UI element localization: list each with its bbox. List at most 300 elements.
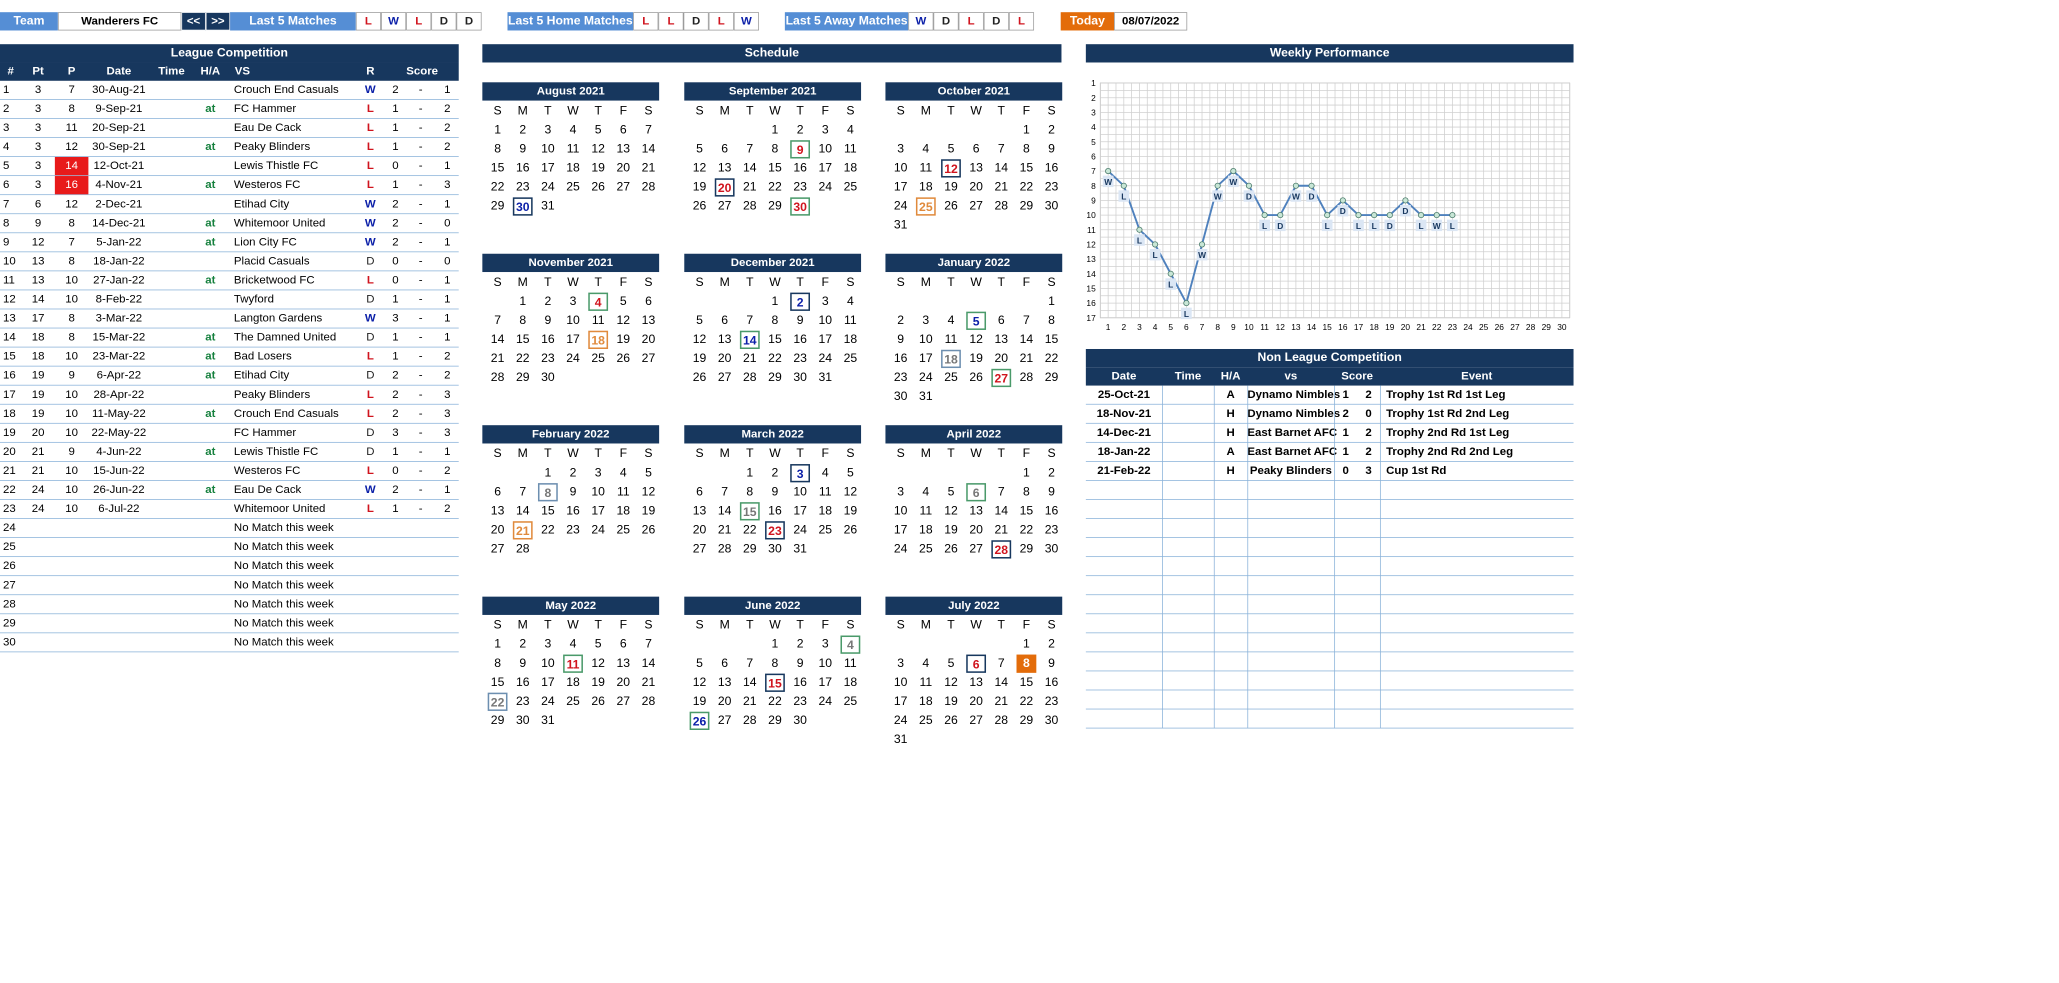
calendar-day[interactable]: 8: [1023, 142, 1030, 156]
calendar-day[interactable]: 30: [768, 542, 782, 556]
match-day[interactable]: 18: [941, 350, 961, 368]
calendar-day[interactable]: 7: [997, 656, 1005, 670]
calendar-day[interactable]: 8: [746, 485, 754, 499]
calendar-day[interactable]: 22: [541, 523, 555, 537]
calendar-day[interactable]: 19: [591, 161, 605, 175]
calendar-day[interactable]: 19: [944, 523, 958, 537]
match-day[interactable]: 9: [790, 140, 810, 158]
calendar-day[interactable]: 22: [768, 352, 782, 365]
match-day[interactable]: 6: [966, 483, 986, 501]
match-day[interactable]: 30: [513, 197, 533, 215]
calendar-day[interactable]: 1: [746, 466, 754, 480]
match-day[interactable]: 3: [790, 464, 810, 482]
calendar-day[interactable]: 15: [490, 161, 505, 175]
calendar-day[interactable]: 11: [616, 485, 630, 499]
calendar-day[interactable]: 30: [515, 713, 530, 727]
match-day[interactable]: 25: [916, 197, 936, 215]
table-row[interactable]: [1086, 424, 1574, 443]
table-row[interactable]: [1086, 481, 1574, 500]
calendar-day[interactable]: 20: [969, 523, 983, 537]
calendar-day[interactable]: 27: [616, 694, 631, 708]
calendar-day[interactable]: 4: [569, 123, 577, 137]
calendar-day[interactable]: 3: [594, 466, 602, 480]
calendar-day[interactable]: 13: [490, 504, 505, 518]
calendar-day[interactable]: 6: [721, 142, 729, 156]
calendar-day[interactable]: 23: [1044, 523, 1059, 537]
calendar-day[interactable]: 17: [818, 675, 833, 689]
calendar-day[interactable]: 14: [743, 161, 757, 175]
table-row[interactable]: [0, 176, 459, 195]
calendar-day[interactable]: 18: [843, 675, 858, 689]
calendar-day[interactable]: 1: [494, 123, 501, 137]
calendar-day[interactable]: 23: [793, 180, 807, 194]
calendar-day[interactable]: 22: [768, 694, 782, 708]
calendar-day[interactable]: 5: [645, 466, 652, 480]
calendar-day[interactable]: 23: [793, 694, 807, 708]
calendar-day[interactable]: 23: [793, 352, 807, 365]
calendar-day[interactable]: 29: [768, 371, 782, 385]
table-row[interactable]: [0, 157, 459, 176]
calendar-day[interactable]: 4: [846, 123, 854, 137]
calendar-day[interactable]: 14: [490, 332, 505, 346]
calendar-day[interactable]: 8: [494, 142, 501, 156]
calendar-day[interactable]: 25: [843, 352, 858, 365]
calendar-day[interactable]: 4: [922, 485, 930, 499]
calendar-day[interactable]: 9: [569, 485, 577, 499]
match-day[interactable]: 4: [588, 293, 608, 311]
calendar-day[interactable]: 24: [818, 180, 833, 194]
calendar-day[interactable]: 18: [843, 332, 858, 346]
calendar-day[interactable]: 19: [692, 694, 707, 708]
calendar-day[interactable]: 31: [919, 390, 933, 404]
calendar-day[interactable]: 14: [515, 504, 530, 518]
match-day[interactable]: 22: [488, 693, 508, 711]
calendar-day[interactable]: 30: [793, 371, 807, 385]
calendar-day[interactable]: 5: [696, 656, 703, 670]
calendar-day[interactable]: 27: [717, 199, 732, 213]
calendar-day[interactable]: 27: [616, 180, 631, 194]
calendar-day[interactable]: 30: [793, 713, 807, 727]
calendar-day[interactable]: 19: [692, 352, 707, 365]
calendar-day[interactable]: 9: [771, 485, 779, 499]
calendar-day[interactable]: 15: [1044, 332, 1059, 346]
table-row[interactable]: [0, 138, 459, 157]
calendar-day[interactable]: 18: [566, 161, 580, 175]
calendar-day[interactable]: 25: [919, 542, 933, 556]
calendar-day[interactable]: 2: [897, 313, 905, 327]
calendar-day[interactable]: 15: [768, 332, 782, 346]
calendar-day[interactable]: 24: [818, 694, 833, 708]
table-row[interactable]: [1086, 405, 1574, 424]
table-row[interactable]: [0, 214, 459, 233]
match-day[interactable]: 30: [790, 197, 810, 215]
calendar-day[interactable]: 12: [692, 161, 707, 175]
calendar-day[interactable]: 9: [519, 656, 527, 670]
calendar-day[interactable]: 17: [818, 161, 833, 175]
calendar-day[interactable]: 17: [541, 161, 555, 175]
calendar-day[interactable]: 16: [793, 332, 807, 346]
calendar-day[interactable]: 27: [717, 713, 732, 727]
team-select[interactable]: Wanderers FC: [58, 12, 181, 30]
calendar-day[interactable]: 7: [746, 656, 754, 670]
calendar-day[interactable]: 30: [893, 390, 908, 404]
calendar-day[interactable]: 8: [1048, 313, 1055, 327]
calendar-day[interactable]: 18: [919, 180, 933, 194]
calendar-day[interactable]: 21: [743, 352, 757, 365]
calendar-day[interactable]: 3: [922, 313, 930, 327]
calendar-day[interactable]: 28: [743, 713, 757, 727]
calendar-day[interactable]: 28: [743, 371, 757, 385]
calendar-day[interactable]: 13: [969, 504, 983, 518]
calendar-day[interactable]: 16: [515, 161, 530, 175]
calendar-day[interactable]: 24: [566, 352, 580, 365]
calendar-day[interactable]: 6: [619, 123, 627, 137]
calendar-day[interactable]: 21: [641, 161, 656, 175]
calendar-day[interactable]: 20: [616, 675, 631, 689]
calendar-day[interactable]: 17: [566, 332, 580, 346]
calendar-day[interactable]: 2: [519, 123, 527, 137]
calendar-day[interactable]: 13: [717, 161, 732, 175]
calendar-day[interactable]: 2: [519, 637, 527, 651]
calendar-day[interactable]: 7: [721, 485, 729, 499]
calendar-day[interactable]: 23: [566, 523, 580, 537]
match-day[interactable]: 4: [840, 636, 860, 654]
calendar-day[interactable]: 4: [619, 466, 627, 480]
calendar-day[interactable]: 7: [997, 142, 1005, 156]
calendar-day[interactable]: 28: [641, 180, 656, 194]
calendar-day[interactable]: 24: [919, 371, 933, 385]
calendar-day[interactable]: 22: [1019, 180, 1034, 194]
calendar-day[interactable]: 13: [692, 504, 707, 518]
table-row[interactable]: [0, 595, 459, 614]
calendar-day[interactable]: 5: [846, 466, 854, 480]
calendar-day[interactable]: 12: [591, 142, 605, 156]
calendar-day[interactable]: 22: [1044, 352, 1059, 365]
calendar-day[interactable]: 11: [844, 142, 857, 156]
calendar-day[interactable]: 23: [1044, 180, 1059, 194]
calendar-day[interactable]: 3: [569, 294, 577, 308]
calendar-day[interactable]: 12: [843, 485, 858, 499]
calendar-day[interactable]: 15: [1019, 161, 1034, 175]
calendar-day[interactable]: 22: [1019, 694, 1034, 708]
calendar-day[interactable]: 20: [641, 332, 656, 346]
table-row[interactable]: [1086, 557, 1574, 576]
calendar-day[interactable]: 8: [771, 656, 779, 670]
calendar-day[interactable]: 18: [566, 675, 580, 689]
calendar-day[interactable]: 19: [641, 504, 656, 518]
calendar-day[interactable]: 22: [743, 523, 757, 537]
calendar-day[interactable]: 16: [768, 504, 782, 518]
calendar-day[interactable]: 19: [692, 180, 707, 194]
calendar-day[interactable]: 2: [569, 466, 577, 480]
calendar-day[interactable]: 28: [515, 542, 530, 556]
calendar-day[interactable]: 2: [1048, 123, 1055, 137]
table-row[interactable]: [0, 519, 459, 538]
calendar-day[interactable]: 6: [696, 485, 703, 499]
calendar-day[interactable]: 16: [541, 332, 555, 346]
calendar-day[interactable]: 10: [541, 656, 555, 670]
calendar-day[interactable]: 15: [768, 161, 782, 175]
calendar-day[interactable]: 31: [541, 199, 555, 213]
prev-team-button[interactable]: <<: [181, 12, 205, 30]
calendar-day[interactable]: 10: [818, 313, 833, 327]
calendar-day[interactable]: 24: [893, 713, 908, 727]
calendar-day[interactable]: 25: [919, 713, 933, 727]
calendar-day[interactable]: 26: [641, 523, 656, 537]
calendar-day[interactable]: 2: [796, 637, 804, 651]
calendar-day[interactable]: 31: [818, 371, 833, 385]
calendar-day[interactable]: 14: [717, 504, 732, 518]
calendar-day[interactable]: 9: [1048, 142, 1055, 156]
calendar-day[interactable]: 31: [893, 733, 908, 746]
table-row[interactable]: [0, 386, 459, 405]
calendar-day[interactable]: 25: [591, 352, 605, 365]
table-row[interactable]: [1086, 709, 1574, 728]
calendar-day[interactable]: 26: [944, 713, 958, 727]
calendar-day[interactable]: 12: [591, 656, 605, 670]
table-row[interactable]: [0, 538, 459, 557]
table-row[interactable]: [0, 481, 459, 500]
calendar-day[interactable]: 3: [897, 485, 905, 499]
calendar-day[interactable]: 16: [1044, 161, 1059, 175]
calendar-day[interactable]: 14: [743, 675, 757, 689]
calendar-day[interactable]: 6: [619, 637, 627, 651]
calendar-day[interactable]: 17: [818, 332, 833, 346]
calendar-day[interactable]: 3: [821, 294, 829, 308]
calendar-day[interactable]: 29: [1019, 713, 1034, 727]
calendar-day[interactable]: 27: [969, 713, 983, 727]
calendar-day[interactable]: 3: [821, 637, 829, 651]
table-row[interactable]: [1086, 519, 1574, 538]
calendar-day[interactable]: 3: [544, 123, 552, 137]
match-day[interactable]: 5: [966, 312, 986, 330]
calendar-day[interactable]: 29: [1044, 371, 1059, 385]
calendar-day[interactable]: 9: [796, 313, 804, 327]
calendar-day[interactable]: 6: [645, 294, 652, 308]
calendar-day[interactable]: 15: [490, 675, 505, 689]
table-row[interactable]: [0, 557, 459, 576]
calendar-day[interactable]: 14: [994, 161, 1009, 175]
calendar-day[interactable]: 13: [994, 332, 1009, 346]
calendar-day[interactable]: 28: [994, 713, 1009, 727]
calendar-day[interactable]: 4: [922, 656, 930, 670]
calendar-day[interactable]: 10: [818, 142, 833, 156]
calendar-day[interactable]: 8: [519, 313, 527, 327]
calendar-day[interactable]: 10: [893, 161, 908, 175]
calendar-day[interactable]: 28: [994, 199, 1009, 213]
calendar-day[interactable]: 16: [793, 675, 807, 689]
calendar-day[interactable]: 5: [594, 123, 602, 137]
calendar-day[interactable]: 4: [947, 313, 955, 327]
calendar-day[interactable]: 8: [771, 313, 779, 327]
calendar-day[interactable]: 7: [645, 637, 652, 651]
calendar-day[interactable]: 13: [641, 313, 656, 327]
table-row[interactable]: [1086, 595, 1574, 614]
calendar-day[interactable]: 26: [692, 199, 707, 213]
table-row[interactable]: [0, 100, 459, 119]
calendar-day[interactable]: 13: [969, 675, 983, 689]
table-row[interactable]: [0, 443, 459, 462]
calendar-day[interactable]: 13: [616, 656, 631, 670]
table-row[interactable]: [0, 462, 459, 481]
calendar-day[interactable]: 18: [616, 504, 631, 518]
today-date[interactable]: 08/07/2022: [1114, 12, 1187, 30]
calendar-day[interactable]: 20: [969, 694, 983, 708]
calendar-day[interactable]: 29: [768, 199, 782, 213]
calendar-day[interactable]: 14: [994, 675, 1009, 689]
calendar-day[interactable]: 16: [1044, 504, 1059, 518]
calendar-day[interactable]: 9: [1048, 485, 1055, 499]
calendar-day[interactable]: 20: [490, 523, 505, 537]
calendar-day[interactable]: 9: [796, 656, 804, 670]
calendar-day[interactable]: 21: [490, 352, 505, 365]
calendar-day[interactable]: 17: [893, 694, 908, 708]
calendar-day[interactable]: 9: [1048, 656, 1055, 670]
calendar-day[interactable]: 19: [616, 332, 631, 346]
calendar-day[interactable]: 11: [919, 675, 933, 689]
calendar-day[interactable]: 6: [972, 142, 980, 156]
calendar-day[interactable]: 17: [919, 352, 933, 365]
calendar-day[interactable]: 17: [893, 523, 908, 537]
calendar-day[interactable]: 29: [490, 713, 505, 727]
calendar-day[interactable]: 1: [771, 294, 779, 308]
calendar-day[interactable]: 20: [616, 161, 631, 175]
table-row[interactable]: [0, 424, 459, 443]
calendar-day[interactable]: 3: [897, 142, 905, 156]
calendar-day[interactable]: 13: [969, 161, 983, 175]
calendar-day[interactable]: 10: [893, 504, 908, 518]
calendar-day[interactable]: 10: [893, 675, 908, 689]
match-day[interactable]: 20: [715, 178, 735, 196]
calendar-day[interactable]: 4: [569, 637, 577, 651]
calendar-day[interactable]: 10: [591, 485, 605, 499]
calendar-day[interactable]: 5: [594, 637, 602, 651]
calendar-day[interactable]: 20: [692, 523, 707, 537]
calendar-day[interactable]: 16: [893, 352, 908, 365]
table-row[interactable]: [0, 405, 459, 424]
calendar-day[interactable]: 19: [944, 694, 958, 708]
calendar-day[interactable]: 19: [591, 675, 605, 689]
calendar-day[interactable]: 15: [541, 504, 555, 518]
calendar-day[interactable]: 7: [494, 313, 501, 327]
match-day[interactable]: 27: [991, 369, 1011, 387]
calendar-day[interactable]: 24: [893, 542, 908, 556]
calendar-day[interactable]: 25: [843, 180, 858, 194]
calendar-day[interactable]: 18: [843, 161, 858, 175]
calendar-day[interactable]: 17: [793, 504, 807, 518]
calendar-day[interactable]: 15: [1019, 675, 1034, 689]
calendar-day[interactable]: 21: [994, 180, 1009, 194]
match-day[interactable]: 15: [765, 674, 785, 692]
calendar-day[interactable]: 17: [591, 504, 605, 518]
calendar-day[interactable]: 18: [818, 504, 833, 518]
table-row[interactable]: [0, 195, 459, 214]
match-day[interactable]: 8: [538, 483, 558, 501]
calendar-day[interactable]: 7: [746, 313, 754, 327]
calendar-day[interactable]: 20: [717, 694, 732, 708]
calendar-day[interactable]: 7: [1023, 313, 1030, 327]
calendar-day[interactable]: 5: [947, 485, 955, 499]
calendar-day[interactable]: 21: [641, 675, 656, 689]
calendar-day[interactable]: 5: [696, 313, 703, 327]
match-day[interactable]: 21: [513, 521, 533, 539]
calendar-day[interactable]: 10: [541, 142, 555, 156]
match-day[interactable]: 28: [991, 540, 1011, 558]
calendar-day[interactable]: 7: [746, 142, 754, 156]
table-row[interactable]: [0, 233, 459, 252]
table-row[interactable]: [1086, 690, 1574, 709]
calendar-day[interactable]: 31: [793, 542, 807, 556]
calendar-day[interactable]: 6: [721, 656, 729, 670]
calendar-day[interactable]: 21: [994, 694, 1009, 708]
calendar-day[interactable]: 11: [919, 161, 933, 175]
calendar-day[interactable]: 12: [944, 675, 958, 689]
calendar-day[interactable]: 19: [944, 180, 958, 194]
calendar-day[interactable]: 27: [717, 371, 732, 385]
table-row[interactable]: [1086, 538, 1574, 557]
calendar-day[interactable]: 22: [490, 180, 505, 194]
table-row[interactable]: [0, 252, 459, 271]
calendar-day[interactable]: 11: [844, 656, 857, 670]
calendar-day[interactable]: 9: [544, 313, 552, 327]
calendar-day[interactable]: 3: [821, 123, 829, 137]
table-row[interactable]: [0, 633, 459, 652]
calendar-day[interactable]: 8: [1023, 485, 1030, 499]
calendar-day[interactable]: 1: [771, 637, 779, 651]
calendar-day[interactable]: 31: [541, 713, 555, 727]
calendar-day[interactable]: 10: [919, 332, 933, 346]
table-row[interactable]: [1086, 633, 1574, 652]
calendar-day[interactable]: 14: [641, 142, 656, 156]
calendar-day[interactable]: 11: [591, 313, 605, 327]
match-day[interactable]: 23: [765, 521, 785, 539]
calendar-day[interactable]: 25: [616, 523, 631, 537]
calendar-day[interactable]: 24: [893, 199, 908, 213]
calendar-day[interactable]: 22: [768, 180, 782, 194]
calendar-day[interactable]: 23: [541, 352, 555, 365]
calendar-day[interactable]: 3: [544, 637, 552, 651]
calendar-day[interactable]: 21: [717, 523, 732, 537]
calendar-day[interactable]: 25: [944, 371, 958, 385]
calendar-day[interactable]: 12: [969, 332, 983, 346]
calendar-day[interactable]: 28: [743, 199, 757, 213]
calendar-day[interactable]: 25: [818, 523, 833, 537]
calendar-day[interactable]: 26: [944, 542, 958, 556]
calendar-day[interactable]: 29: [515, 371, 530, 385]
calendar-day[interactable]: 12: [692, 675, 707, 689]
calendar-day[interactable]: 4: [846, 294, 854, 308]
calendar-day[interactable]: 4: [821, 466, 829, 480]
calendar-day[interactable]: 2: [1048, 466, 1055, 480]
calendar-day[interactable]: 7: [997, 485, 1005, 499]
calendar-day[interactable]: 24: [541, 180, 555, 194]
calendar-day[interactable]: 12: [616, 313, 631, 327]
calendar-day[interactable]: 24: [591, 523, 605, 537]
match-day[interactable]: 14: [740, 331, 760, 349]
calendar-day[interactable]: 23: [515, 694, 530, 708]
calendar-day[interactable]: 27: [490, 542, 505, 556]
table-row[interactable]: [0, 271, 459, 290]
calendar-day[interactable]: 27: [969, 199, 983, 213]
calendar-day[interactable]: 2: [796, 123, 804, 137]
calendar-day[interactable]: 20: [994, 352, 1009, 365]
calendar-day[interactable]: 9: [519, 142, 527, 156]
table-row[interactable]: [0, 81, 459, 100]
calendar-day[interactable]: 23: [1044, 694, 1059, 708]
calendar-day[interactable]: 21: [743, 180, 757, 194]
calendar-day[interactable]: 6: [721, 313, 729, 327]
calendar-day[interactable]: 8: [771, 142, 779, 156]
